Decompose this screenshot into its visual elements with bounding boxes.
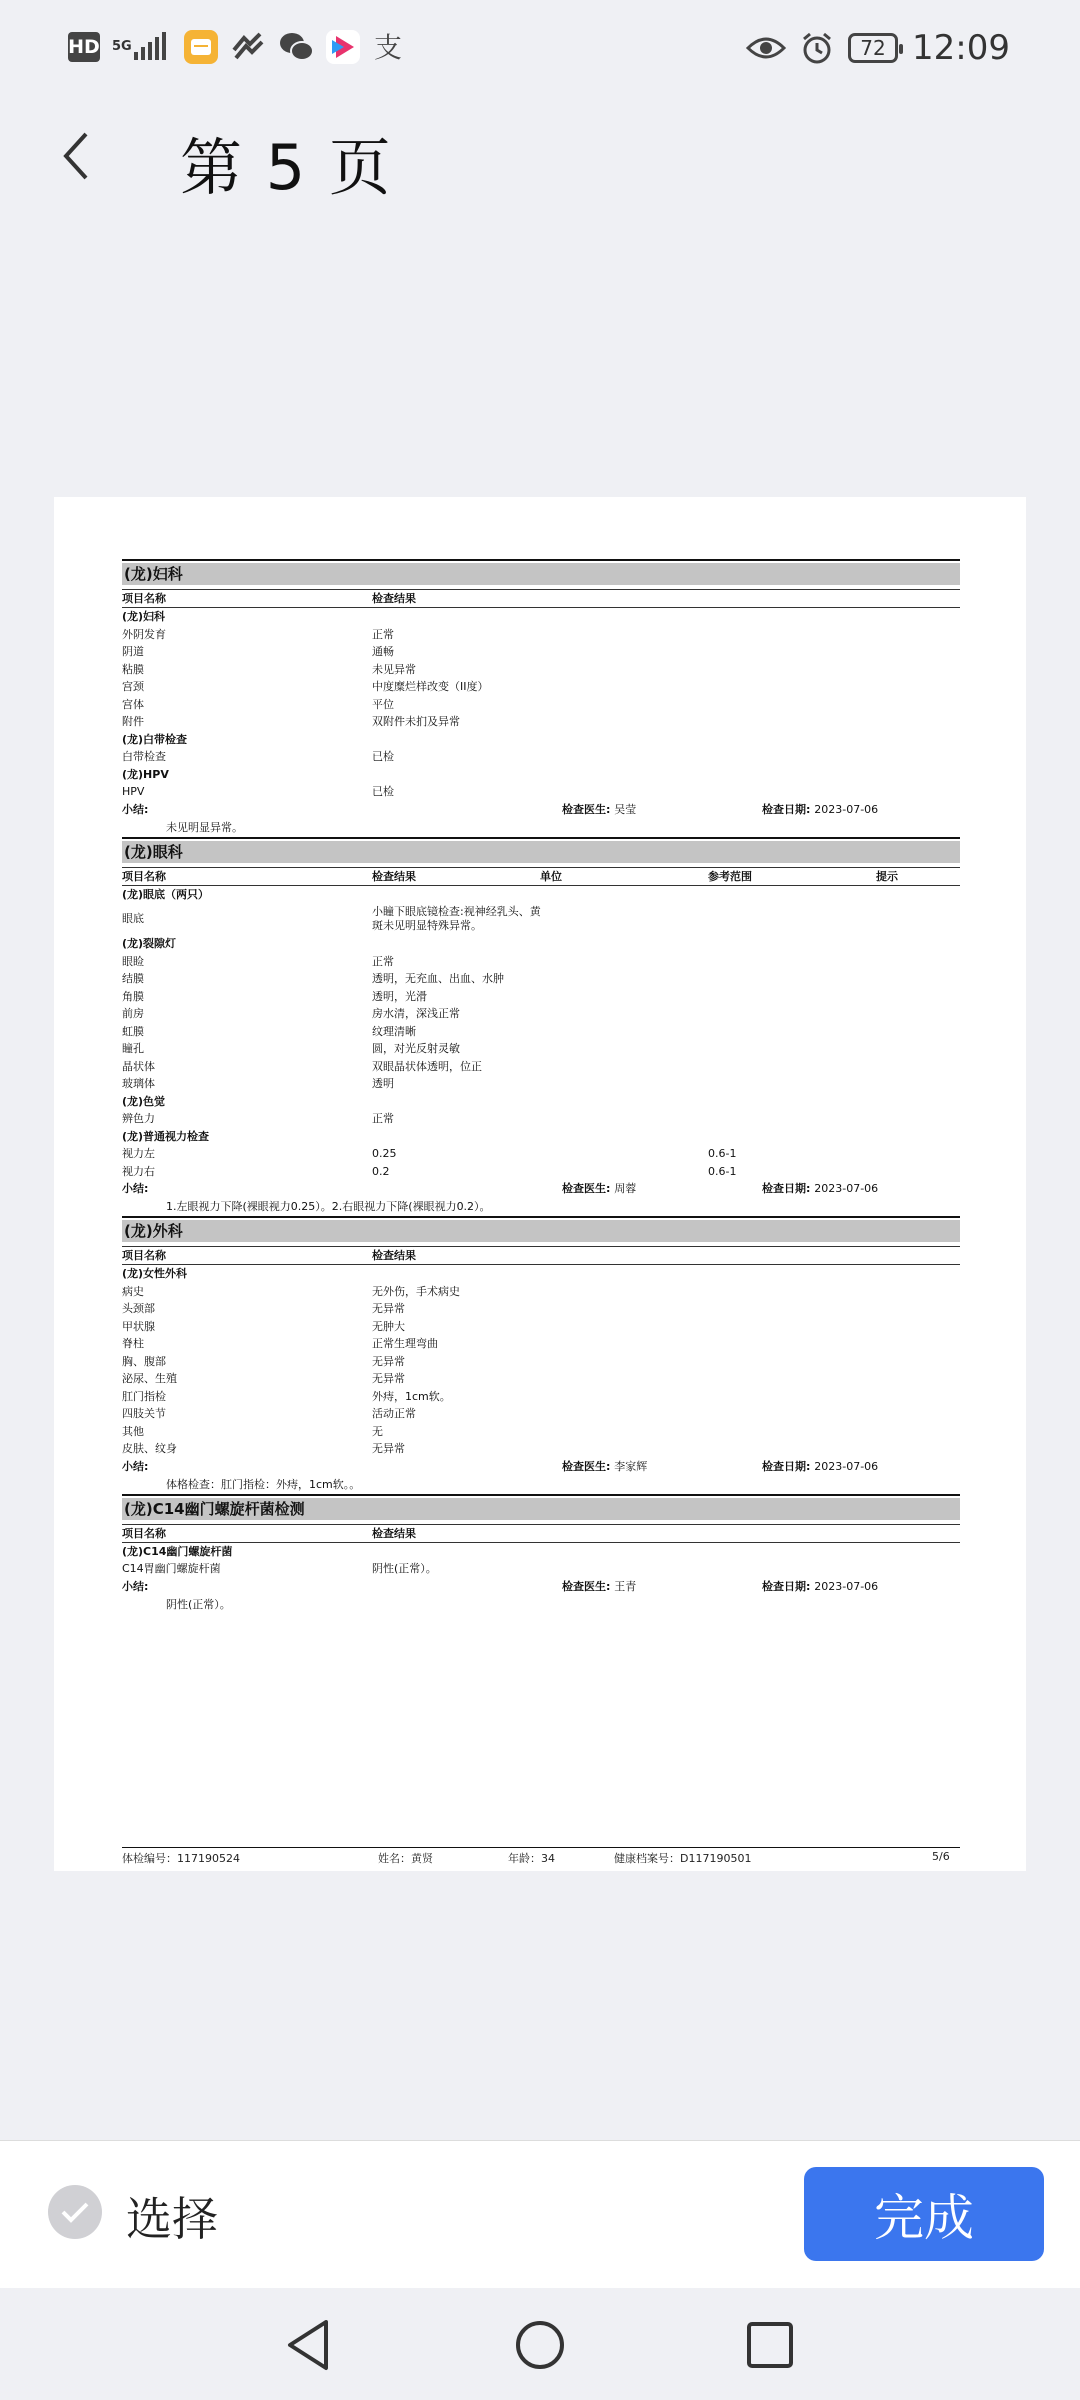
table-row: 四肢关节 活动正常 xyxy=(122,1407,416,1420)
record-number: 健康档案号：D117190501 xyxy=(614,1852,752,1865)
table-row: 辨色力 正常 xyxy=(122,1112,394,1125)
table-header: 项目名称 检查结果 xyxy=(122,1246,960,1265)
table-header xyxy=(122,589,960,608)
col-header: 项目名称 xyxy=(122,592,166,605)
summary-row: 小结: 检查医生: 周蓉 检查日期: 2023-07-06 xyxy=(122,1182,879,1195)
table-row: 视力右 0.2 0.6-1 xyxy=(122,1164,737,1178)
table-row: (龙)色觉 xyxy=(122,1094,166,1108)
table-row: 眼睑 正常 xyxy=(122,954,394,968)
alipay-icon xyxy=(372,31,406,63)
table-header: 项目名称 检查结果 单位 参考范围 提示 xyxy=(122,867,960,886)
document-page[interactable] xyxy=(54,497,1026,1871)
done-button[interactable]: 完成 xyxy=(804,2167,1044,2261)
section-title: (龙)眼科 xyxy=(122,841,960,863)
section-title: (龙)外科 xyxy=(122,1220,960,1242)
table-row: (龙)裂隙灯 xyxy=(122,937,177,950)
summary-row: 小结: 检查医生: 吴莹 检查日期: 2023-07-06 xyxy=(122,802,879,816)
table-row: 胸、腹部 无异常 xyxy=(122,1354,405,1368)
wechat-icon xyxy=(278,31,314,63)
table-row: (龙)白带检查 xyxy=(122,732,188,746)
table-row: 附件 双附件未扪及异常 xyxy=(122,715,460,728)
summary-row: 小结: 检查医生: 李家辉 检查日期: 2023-07-06 xyxy=(122,1459,879,1473)
hd-icon: HD xyxy=(68,32,100,62)
battery-icon: 72 xyxy=(848,33,898,63)
notes-app-icon xyxy=(184,30,218,64)
summary-row: 小结: 检查医生: 王青 检查日期: 2023-07-06 xyxy=(122,1579,879,1593)
select-label[interactable]: 选择 xyxy=(126,2192,218,2246)
table-row: 虹膜 纹理清晰 xyxy=(122,1024,416,1038)
table-row: 肛门指检 外痔，1cm软。 xyxy=(122,1389,451,1403)
back-button[interactable] xyxy=(56,126,96,186)
table-row: 瞳孔 圆，对光反射灵敏 xyxy=(122,1042,460,1055)
table-row: 其他 无 xyxy=(122,1424,383,1438)
table-row: 宫颈 中度糜烂样改变（II度） xyxy=(122,680,489,693)
section-title: (龙)妇科 xyxy=(122,563,960,585)
table-row: 头颈部 无异常 xyxy=(122,1302,405,1315)
table-row: (龙)HPV xyxy=(122,767,169,781)
table-row: (龙)妇科 xyxy=(122,610,166,623)
table-row: 结膜 透明，无充血、出血、水肿 xyxy=(122,972,504,985)
section-surgery xyxy=(122,1220,960,1496)
check-icon xyxy=(60,2200,90,2224)
section-gynecology xyxy=(122,559,960,839)
report-content xyxy=(122,559,960,1616)
page-number: 5/6 xyxy=(932,1850,950,1863)
clock: 12:09 xyxy=(912,28,1010,68)
svg-text:支: 支 xyxy=(373,31,402,63)
table-row: (龙)眼底（两只） xyxy=(122,887,210,901)
table-row: 甲状腺 无肿大 xyxy=(122,1319,405,1333)
table-row: C14胃幽门螺旋杆菌 阴性(正常）。 xyxy=(122,1562,437,1575)
table-row: 宫体 平位 xyxy=(122,697,394,711)
table-row: (龙)女性外科 xyxy=(122,1267,188,1280)
patient-age: 年龄：34 xyxy=(508,1852,555,1865)
system-nav-bar xyxy=(0,2288,1080,2400)
section-c14-hpylori xyxy=(122,1498,960,1614)
page-footer xyxy=(122,1847,960,1866)
table-row: 外阴发育 正常 xyxy=(122,627,394,641)
table-row: 粘膜 未见异常 xyxy=(122,662,416,676)
nav-home-icon[interactable] xyxy=(514,2318,566,2372)
summary-text: 1.左眼视力下降(裸眼视力0.25）。2.右眼视力下降(裸眼视力0.2）。 xyxy=(122,1198,960,1218)
health-app-icon xyxy=(230,30,266,64)
table-row: 角膜 透明，光滑 xyxy=(122,989,427,1003)
page-title: 第 5 页 xyxy=(180,131,393,204)
alarm-icon xyxy=(800,31,834,65)
table-row: 白带检查 已检 xyxy=(122,750,394,763)
nav-back-icon[interactable] xyxy=(282,2318,334,2372)
table-row: 视力左 0.25 0.6-1 xyxy=(122,1147,737,1160)
eye-icon xyxy=(746,34,786,62)
summary-text: 未见明显异常。 xyxy=(122,819,960,839)
section-title: (龙)C14幽门螺旋杆菌检测 xyxy=(122,1498,960,1520)
table-row: HPV 已检 xyxy=(122,785,394,798)
summary-text: 体格检查：肛门指检：外痔，1cm软。。 xyxy=(122,1476,960,1496)
signal-icon: 5G xyxy=(112,32,172,62)
table-row: 病史 无外伤，手术病史 xyxy=(122,1284,460,1298)
status-left xyxy=(68,30,406,64)
table-row: 脊柱 正常生理弯曲 xyxy=(122,1337,438,1350)
col-header: 检查结果 xyxy=(372,592,416,605)
status-bar xyxy=(0,0,1080,100)
status-right xyxy=(746,28,1010,68)
table-row: 前房 房水清，深浅正常 xyxy=(122,1007,460,1020)
table-row: 阴道 通畅 xyxy=(122,645,394,658)
nav-recents-icon[interactable] xyxy=(744,2318,796,2372)
table-row: 晶状体 双眼晶状体透明，位正 xyxy=(122,1059,482,1073)
table-header: 项目名称 检查结果 xyxy=(122,1524,960,1543)
table-row: (龙)C14幽门螺旋杆菌 xyxy=(122,1544,233,1558)
section-ophthalmology xyxy=(122,841,960,1219)
chevron-left-icon xyxy=(56,126,96,186)
summary-text: 阴性(正常）。 xyxy=(166,1597,231,1611)
table-row: 泌尿、生殖 无异常 xyxy=(122,1372,405,1385)
table-row: 皮肤、纹身 无异常 xyxy=(122,1442,405,1455)
bottom-action-bar xyxy=(0,2140,1080,2289)
exam-number: 体检编号：117190524 xyxy=(122,1852,240,1865)
table-row: (龙)普通视力检查 xyxy=(122,1129,210,1143)
table-row: 眼底 小瞳下眼底镜检查:视神经乳头、黄斑未见明显特殊异常。 xyxy=(122,905,541,932)
video-app-icon xyxy=(326,30,360,64)
patient-name: 姓名：黄贤 xyxy=(378,1852,433,1865)
table-row: 玻璃体 透明 xyxy=(122,1077,394,1090)
select-checkbox[interactable] xyxy=(48,2185,102,2239)
